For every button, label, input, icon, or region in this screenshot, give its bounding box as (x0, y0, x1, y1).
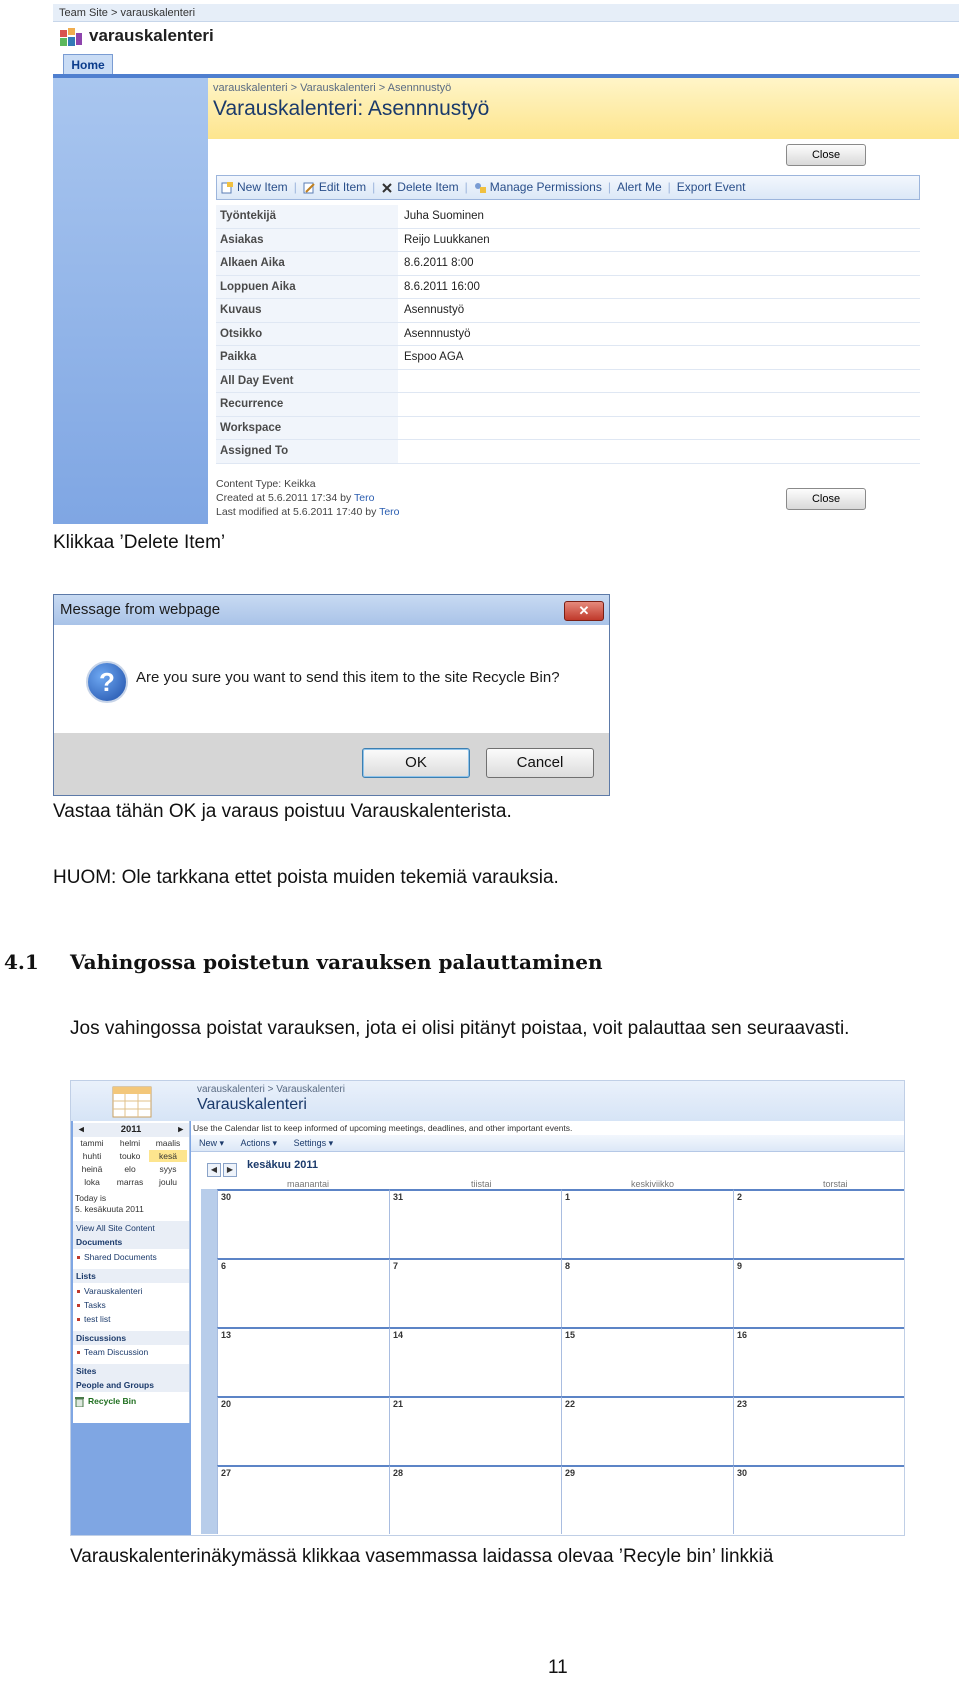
site-breadcrumb[interactable]: Team Site > varauskalenteri (53, 4, 959, 22)
toolbar-separator: | (293, 180, 297, 194)
day-number[interactable]: 22 (565, 1399, 576, 1409)
day-number[interactable]: 9 (737, 1261, 743, 1271)
day-number[interactable]: 29 (565, 1468, 576, 1478)
content-type-text: Content Type: Keikka (216, 478, 316, 490)
menu-settings[interactable]: Settings ▾ (293, 1138, 334, 1148)
property-row (216, 276, 920, 300)
day-name: torstai (823, 1179, 848, 1189)
calendar-title: Varauskalenteri (197, 1096, 307, 1113)
day-number[interactable]: 8 (565, 1261, 571, 1271)
export-event-label: Export Event (676, 180, 746, 194)
day-number[interactable]: 14 (393, 1330, 404, 1340)
property-value: 8.6.2011 8:00 (404, 257, 474, 269)
delete-item-button[interactable] (381, 175, 458, 200)
item-metadata (216, 477, 400, 519)
nav-item-varauskalenteri[interactable] (77, 1284, 142, 1298)
next-month-icon[interactable]: ▶ (223, 1163, 237, 1177)
modified-text: Last modified at 5.6.2011 17:40 by (216, 506, 377, 518)
confirm-dialog (53, 594, 610, 796)
nav-item-label: Shared Documents (84, 1252, 157, 1262)
day-name: keskiviikko (631, 1179, 675, 1189)
property-value (398, 393, 920, 416)
day-cell[interactable] (561, 1465, 733, 1534)
property-label: All Day Event (216, 370, 398, 393)
modified-line (216, 505, 400, 519)
section-heading: Vahingossa poistetun varauksen palauttaminen (70, 950, 603, 974)
month-huhti[interactable]: huhti (82, 1151, 102, 1161)
property-label: Kuvaus (216, 299, 398, 322)
day-cell[interactable] (561, 1327, 733, 1396)
nav-heading-people-groups[interactable]: People and Groups (73, 1378, 189, 1392)
property-row (216, 299, 920, 323)
property-row (216, 346, 920, 370)
question-icon: ? (86, 661, 128, 703)
bullet-icon (77, 1351, 80, 1354)
property-row (216, 440, 920, 464)
prev-month-icon[interactable]: ◀ (207, 1163, 221, 1177)
nav-heading-discussions[interactable]: Discussions (73, 1331, 189, 1345)
day-cell[interactable] (733, 1396, 905, 1465)
modified-by-link[interactable]: Tero (379, 506, 400, 518)
warning-note: HUOM: Ole tarkkana ettet poista muiden tekemiä varauksia. (53, 867, 559, 888)
year-label: 2011 (120, 1124, 142, 1135)
ok-button[interactable]: OK (362, 748, 470, 778)
recycle-bin-label: Recycle Bin (88, 1396, 137, 1406)
property-label: Asiakas (216, 229, 398, 252)
manage-permissions-button[interactable] (474, 175, 602, 200)
month-loka[interactable]: loka (84, 1177, 100, 1187)
created-by-link[interactable]: Tero (353, 492, 375, 504)
property-row (216, 393, 920, 417)
calendar-breadcrumb[interactable]: varauskalenteri > Varauskalenteri (197, 1084, 345, 1095)
property-label: Assigned To (216, 440, 398, 463)
recycle-bin-link[interactable] (75, 1394, 136, 1408)
new-item-icon (221, 182, 233, 194)
menu-actions[interactable]: Actions ▾ (240, 1138, 278, 1148)
next-year-icon[interactable]: ▸ (178, 1124, 183, 1135)
week-strip[interactable] (201, 1396, 217, 1465)
day-cell[interactable] (217, 1396, 389, 1465)
week-strip[interactable] (201, 1189, 217, 1258)
day-number[interactable]: 23 (737, 1399, 748, 1409)
day-number[interactable]: 13 (221, 1330, 232, 1340)
day-number[interactable]: 15 (565, 1330, 576, 1340)
property-value (398, 417, 920, 440)
prev-year-icon[interactable]: ◂ (79, 1124, 84, 1135)
property-label: Otsikko (216, 323, 398, 346)
month-heinä[interactable]: heinä (81, 1164, 103, 1174)
property-row (216, 252, 920, 276)
toolbar-separator: | (372, 180, 376, 194)
instruction-answer-ok: Vastaa tähän OK ja varaus poistuu Varauskalenterista. (53, 801, 512, 822)
site-title[interactable]: varauskalenteri (89, 26, 214, 45)
year-selector[interactable] (73, 1123, 189, 1137)
nav-item-label: Team Discussion (84, 1347, 149, 1357)
calendar-view-screenshot (70, 1080, 905, 1536)
day-number[interactable]: 21 (393, 1399, 404, 1409)
nav-item-shared-documents[interactable] (77, 1250, 157, 1264)
current-month-label: kesäkuu 2011 (247, 1159, 318, 1171)
property-label: Loppuen Aika (216, 276, 398, 299)
property-label: Paikka (216, 346, 398, 369)
week-strip[interactable] (201, 1465, 217, 1534)
day-name: tiistai (471, 1179, 492, 1189)
alert-me-label: Alert Me (616, 180, 662, 194)
toolbar-separator: | (667, 180, 671, 194)
cancel-button[interactable]: Cancel (486, 748, 594, 778)
created-text: Created at 5.6.2011 17:34 by (216, 492, 352, 504)
day-number[interactable]: 6 (221, 1261, 227, 1271)
site-logo-icon (59, 28, 83, 48)
property-value: Espoo AGA (404, 351, 464, 363)
page-title: Varauskalenteri: Asennnustyö (213, 97, 490, 120)
month-maalis[interactable]: maalis (155, 1138, 181, 1148)
day-cell[interactable] (217, 1189, 389, 1258)
close-button-bottom[interactable]: Close (786, 488, 866, 510)
month-touko[interactable]: touko (119, 1151, 141, 1161)
day-number[interactable]: 7 (393, 1261, 399, 1271)
property-label: Recurrence (216, 393, 398, 416)
property-row (216, 417, 920, 441)
today-label: Today is (75, 1193, 107, 1203)
month-joulu[interactable]: joulu (159, 1177, 177, 1187)
day-cell[interactable] (217, 1465, 389, 1534)
recycle-bin-instruction: Varauskalenterinäkymässä klikkaa vasemmassa laidassa olevaa ’Recyle bin’ linkkiä (70, 1546, 774, 1567)
menu-new[interactable]: New ▾ (199, 1138, 225, 1148)
day-name: maanantai (287, 1179, 330, 1189)
property-row (216, 229, 920, 253)
property-row (216, 323, 920, 347)
day-cell[interactable] (217, 1327, 389, 1396)
permissions-icon (474, 182, 486, 194)
day-cell[interactable] (389, 1465, 561, 1534)
month-nav-buttons (207, 1159, 239, 1177)
month-kesä[interactable]: kesä (149, 1150, 187, 1162)
toolbar-separator: | (464, 180, 468, 194)
recycle-bin-icon (75, 1397, 84, 1407)
day-cell[interactable] (733, 1465, 905, 1534)
delete-item-label: Delete Item (397, 180, 459, 194)
week-strip[interactable] (201, 1327, 217, 1396)
day-cell[interactable] (561, 1258, 733, 1327)
day-number[interactable]: 31 (393, 1192, 404, 1202)
close-button-top[interactable]: Close (786, 144, 866, 166)
bullet-icon (77, 1318, 80, 1321)
view-all-content-link[interactable]: View All Site Content (73, 1221, 189, 1235)
day-cell[interactable] (217, 1258, 389, 1327)
item-properties-table (216, 205, 920, 464)
instruction-click-delete: Klikkaa ’Delete Item’ (53, 532, 226, 553)
day-number[interactable]: 28 (393, 1468, 404, 1478)
nav-item-test-list[interactable] (77, 1312, 110, 1326)
new-item-label: New Item (237, 180, 288, 194)
page-breadcrumb[interactable]: varauskalenteri > Varauskalenteri > Asennnustyö (213, 82, 452, 94)
day-cell[interactable] (733, 1258, 905, 1327)
edit-item-button[interactable] (303, 175, 366, 200)
nav-heading-lists[interactable]: Lists (73, 1269, 189, 1283)
calendar-item-screenshot (53, 4, 959, 524)
day-cell[interactable] (389, 1258, 561, 1327)
alert-me-button[interactable] (617, 175, 662, 200)
day-cell[interactable] (561, 1396, 733, 1465)
calendar-grid (201, 1189, 905, 1536)
property-value (398, 370, 920, 393)
property-value (398, 440, 920, 463)
dialog-title: Message from webpage (54, 595, 609, 625)
nav-heading-documents[interactable]: Documents (73, 1235, 189, 1249)
nav-heading-sites[interactable]: Sites (73, 1364, 189, 1378)
property-label: Workspace (216, 417, 398, 440)
day-number[interactable]: 27 (221, 1468, 232, 1478)
day-cell[interactable] (733, 1327, 905, 1396)
day-cell[interactable] (561, 1189, 733, 1258)
day-number[interactable]: 16 (737, 1330, 748, 1340)
nav-item-label: Tasks (84, 1300, 106, 1310)
bullet-icon (77, 1256, 80, 1259)
bullet-icon (77, 1304, 80, 1307)
day-number[interactable]: 30 (221, 1192, 232, 1202)
today-value[interactable]: 5. kesäkuuta 2011 (75, 1204, 144, 1214)
left-navigation (53, 78, 208, 524)
property-value: Asennustyö (404, 304, 465, 316)
created-line (216, 491, 400, 505)
week-strip[interactable] (201, 1258, 217, 1327)
month-syys[interactable]: syys (159, 1164, 177, 1174)
day-number[interactable]: 30 (737, 1468, 748, 1478)
export-event-button[interactable] (677, 175, 746, 200)
calendar-menu-bar (191, 1135, 905, 1152)
dialog-message: Are you sure you want to send this item to the site Recycle Bin? (136, 669, 560, 686)
month-elo[interactable]: elo (124, 1164, 136, 1174)
month-picker (73, 1137, 189, 1191)
delete-x-icon (381, 182, 393, 194)
day-number[interactable]: 20 (221, 1399, 232, 1409)
day-number[interactable]: 1 (565, 1192, 571, 1202)
restore-intro-text: Jos vahingossa poistat varauksen, jota ei olisi pitänyt poistaa, voit palauttaa sen seuraavasti. (70, 1018, 850, 1039)
property-value: 8.6.2011 16:00 (404, 280, 480, 293)
calendar-icon (109, 1083, 155, 1119)
month-marras[interactable]: marras (116, 1177, 144, 1187)
section-number: 4.1 (4, 950, 39, 974)
property-value: Asennnustyö (404, 327, 471, 340)
nav-item-label: test list (84, 1314, 111, 1324)
dialog-close-icon[interactable]: ✕ (564, 601, 604, 621)
edit-item-label: Edit Item (318, 180, 367, 194)
day-cell[interactable] (733, 1189, 905, 1258)
tab-home[interactable]: Home (63, 54, 113, 75)
property-value: Reijo Luukkanen (404, 233, 490, 246)
page-number: 11 (548, 1657, 568, 1678)
toolbar-separator: | (607, 180, 611, 194)
day-number[interactable]: 2 (737, 1192, 743, 1202)
bullet-icon (77, 1290, 80, 1293)
nav-item-team-discussion[interactable] (77, 1345, 148, 1359)
property-label: Alkaen Aika (216, 252, 398, 275)
nav-item-label: Varauskalenteri (84, 1286, 143, 1296)
item-toolbar (216, 175, 920, 200)
new-item-button[interactable] (221, 175, 288, 200)
nav-item-tasks[interactable] (77, 1298, 106, 1312)
month-tammi[interactable]: tammi (80, 1138, 104, 1148)
property-row (216, 205, 920, 229)
day-cell[interactable] (389, 1327, 561, 1396)
property-row (216, 370, 920, 394)
month-helmi[interactable]: helmi (119, 1138, 141, 1148)
day-cell[interactable] (389, 1396, 561, 1465)
day-cell[interactable] (389, 1189, 561, 1258)
calendar-description: Use the Calendar list to keep informed of upcoming meetings, deadlines, and other important events. (193, 1123, 573, 1133)
manage-permissions-label: Manage Permissions (489, 180, 602, 194)
property-value: Juha Suominen (404, 210, 484, 222)
property-label: Työntekijä (216, 205, 398, 228)
today-info (75, 1193, 144, 1215)
edit-item-icon (303, 182, 315, 194)
